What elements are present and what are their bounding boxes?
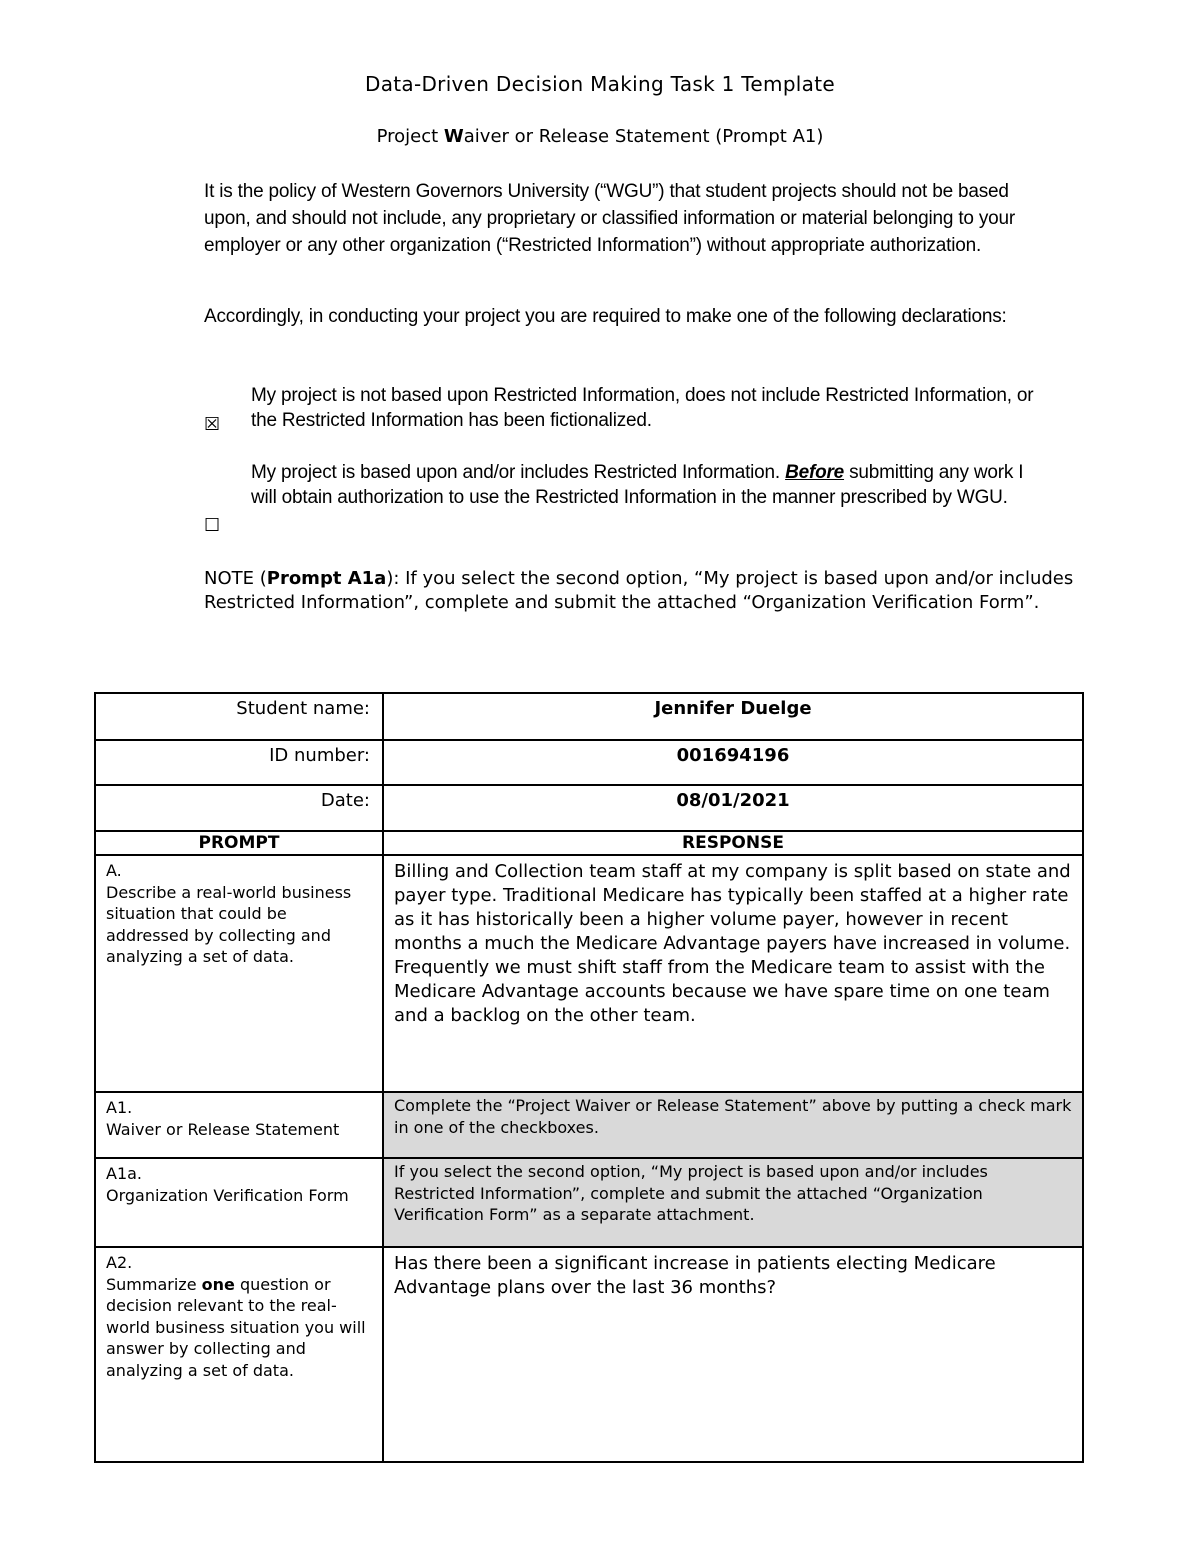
response-cell: Billing and Collection team staff at my company is split based on state and payer type. Traditional Medicare has typically been staffed at a higher rate as it has historically been a higher volume payer, however in recent months a much the Medicare Advantage payers have increased in volume. Frequently we must shift staff from the Medicare team to assist with the Medicare Advantage accounts because we have spare time on one team and a backlog on the other team. xyxy=(383,855,1083,1092)
id-number-row xyxy=(95,740,1083,785)
document-title: Data-Driven Decision Making Task 1 Template xyxy=(365,72,835,96)
subtitle-part: aiver or Release Statement (Prompt A1) xyxy=(463,126,824,147)
prompt-text: Organization Verification Form xyxy=(106,1185,349,1205)
prompt-cell xyxy=(95,1158,383,1247)
response-cell: Has there been a significant increase in patients electing Medicare Advantage plans over the last 36 months? xyxy=(383,1247,1083,1462)
response-header: RESPONSE xyxy=(383,831,1083,855)
prompt-response-table xyxy=(94,692,1084,1463)
table-row xyxy=(95,1092,1083,1158)
prompt-header: PROMPT xyxy=(95,831,383,855)
response-cell: If you select the second option, “My project is based upon and/or includes Restricted Information”, complete and submit the attached “Organization Verification Form” as a separate attachment. xyxy=(383,1158,1083,1247)
table-row xyxy=(95,855,1083,1092)
student-name-row xyxy=(95,693,1083,740)
option-2-emphasis: Before xyxy=(785,462,845,483)
prompt-text: Describe a real-world business situation that could be addressed by collecting and analyzing a set of data. xyxy=(106,882,352,966)
prompt-part: question or decision relevant to the real-world business situation you will answer by collecting and analyzing a set of data. xyxy=(106,1274,366,1380)
prompt-part: Summarize xyxy=(106,1274,202,1294)
policy-paragraph: It is the policy of Western Governors University (“WGU”) that student projects should not be based upon, and should not include, any proprietary or classified information or material belonging to your employer or any other organization (“Restricted Information”) without appropriate authorization. xyxy=(204,181,1016,256)
note-part: ): If you select the second option, “My project is based upon and/or includes Restricted Information”, complete and submit the attached “Organization Verification Form”. xyxy=(204,568,1074,613)
subtitle-bold-part: W xyxy=(443,126,464,147)
document-subtitle xyxy=(0,126,1200,147)
header-row xyxy=(95,831,1083,855)
response-cell: Complete the “Project Waiver or Release Statement” above by putting a check mark in one of the checkboxes. xyxy=(383,1092,1083,1158)
prompt-cell xyxy=(95,1247,383,1462)
prompt-text: Waiver or Release Statement xyxy=(106,1119,340,1139)
table-row xyxy=(95,1158,1083,1247)
date-label: Date: xyxy=(95,785,383,831)
prompt-text xyxy=(106,1274,372,1382)
checked-checkbox[interactable]: ☒ xyxy=(204,414,221,435)
table-row xyxy=(95,1247,1083,1462)
option-2-part: My project is based upon and/or includes Restricted Information. xyxy=(251,462,786,483)
prompt-code: A1. xyxy=(106,1098,133,1117)
unchecked-checkbox[interactable]: ☐ xyxy=(204,515,221,536)
subtitle-part: Project xyxy=(376,126,444,147)
option-2-part: submitting any work I will obtain authorization to use the Restricted Information in the manner prescribed by WGU. xyxy=(251,462,1024,508)
prompt-bold-part: one xyxy=(201,1274,235,1294)
date-value: 08/01/2021 xyxy=(383,785,1083,831)
prompt-code: A1a. xyxy=(106,1164,143,1183)
prompt-code: A. xyxy=(106,861,122,880)
option-1-text: My project is not based upon Restricted Information, does not include Restricted Information, or the Restricted Information has been fictionalized. xyxy=(251,385,1034,431)
student-name-value: Jennifer Duelge xyxy=(383,693,1083,740)
prompt-code: A2. xyxy=(106,1253,133,1272)
date-row xyxy=(95,785,1083,831)
note-paragraph xyxy=(204,567,1104,615)
id-number-value: 001694196 xyxy=(383,740,1083,785)
prompt-cell xyxy=(95,1092,383,1158)
option-2-text xyxy=(251,460,1041,510)
note-part: NOTE ( xyxy=(204,568,267,589)
prompt-cell xyxy=(95,855,383,1092)
id-number-label: ID number: xyxy=(95,740,383,785)
accordingly-paragraph: Accordingly, in conducting your project you are required to make one of the following declarations: xyxy=(204,306,1007,327)
note-bold-part: Prompt A1a xyxy=(266,568,387,589)
student-name-label: Student name: xyxy=(95,693,383,740)
